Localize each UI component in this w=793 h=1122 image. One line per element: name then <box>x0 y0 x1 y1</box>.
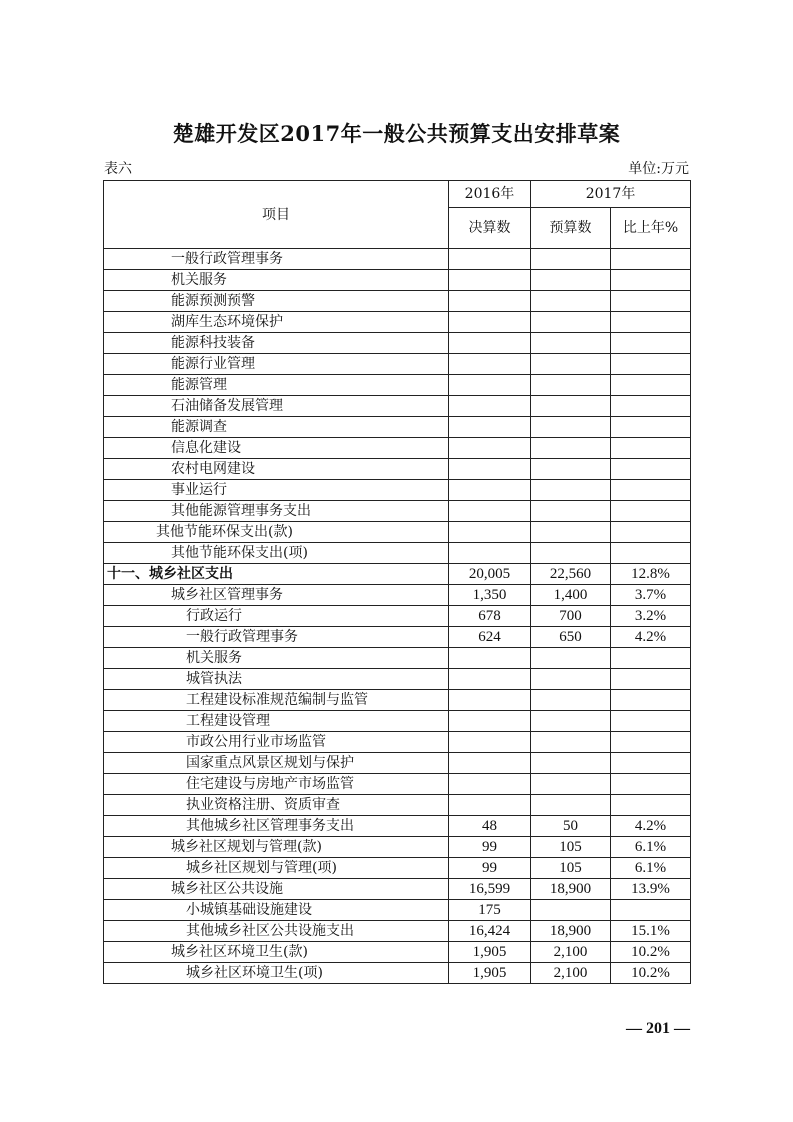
row-item-name: 执业资格注册、资质审查 <box>104 795 449 816</box>
row-item-name: 机关服务 <box>104 270 449 291</box>
row-value-2016-final: 624 <box>449 627 531 648</box>
row-value-2017-budget <box>531 522 611 543</box>
table-row <box>104 585 691 606</box>
table-row <box>104 627 691 648</box>
table-row <box>104 291 691 312</box>
row-value-2017-budget: 105 <box>531 837 611 858</box>
row-item-name: 能源行业管理 <box>104 354 449 375</box>
table-row <box>104 249 691 270</box>
row-value-2016-final <box>449 312 531 333</box>
row-value-2016-final: 99 <box>449 858 531 879</box>
row-value-change-pct: 4.2% <box>611 816 691 837</box>
row-item-name: 行政运行 <box>104 606 449 627</box>
row-value-2017-budget <box>531 459 611 480</box>
row-value-2016-final <box>449 270 531 291</box>
row-item-name: 能源科技装备 <box>104 333 449 354</box>
row-item-name: 城管执法 <box>104 669 449 690</box>
row-value-2017-budget <box>531 774 611 795</box>
table-row <box>104 900 691 921</box>
table-row <box>104 438 691 459</box>
row-value-change-pct <box>611 396 691 417</box>
table-number: 表六 <box>104 161 132 177</box>
row-value-change-pct <box>611 690 691 711</box>
row-value-2016-final: 99 <box>449 837 531 858</box>
row-value-change-pct <box>611 795 691 816</box>
row-value-2017-budget <box>531 732 611 753</box>
row-value-2016-final <box>449 501 531 522</box>
row-item-name: 农村电网建设 <box>104 459 449 480</box>
row-value-2017-budget <box>531 249 611 270</box>
row-item-name: 十一、城乡社区支出 <box>104 564 449 585</box>
row-value-2016-final <box>449 354 531 375</box>
row-value-change-pct <box>611 333 691 354</box>
row-value-2017-budget: 18,900 <box>531 921 611 942</box>
row-value-change-pct: 10.2% <box>611 942 691 963</box>
row-value-2017-budget <box>531 354 611 375</box>
row-item-name: 国家重点风景区规划与保护 <box>104 753 449 774</box>
row-value-2017-budget <box>531 669 611 690</box>
row-item-name: 一般行政管理事务 <box>104 249 449 270</box>
row-value-2017-budget <box>531 291 611 312</box>
row-value-change-pct <box>611 417 691 438</box>
row-value-change-pct: 15.1% <box>611 921 691 942</box>
row-value-change-pct: 13.9% <box>611 879 691 900</box>
table-row <box>104 270 691 291</box>
row-value-2016-final <box>449 438 531 459</box>
row-item-name: 事业运行 <box>104 480 449 501</box>
row-value-2017-budget <box>531 711 611 732</box>
row-value-2016-final <box>449 774 531 795</box>
row-item-name: 其他节能环保支出(项) <box>104 543 449 564</box>
row-value-2017-budget <box>531 333 611 354</box>
table-header <box>104 181 691 249</box>
table-row <box>104 501 691 522</box>
row-value-2017-budget <box>531 396 611 417</box>
row-value-2017-budget: 105 <box>531 858 611 879</box>
table-row <box>104 753 691 774</box>
row-value-2016-final <box>449 669 531 690</box>
row-value-change-pct <box>611 900 691 921</box>
row-value-change-pct <box>611 669 691 690</box>
row-value-change-pct <box>611 480 691 501</box>
header-2017: 2017年 <box>531 181 691 208</box>
row-value-2017-budget <box>531 480 611 501</box>
table-row <box>104 396 691 417</box>
row-value-change-pct <box>611 249 691 270</box>
table-row <box>104 543 691 564</box>
row-value-2016-final <box>449 648 531 669</box>
row-item-name: 机关服务 <box>104 648 449 669</box>
table-row <box>104 669 691 690</box>
row-item-name: 市政公用行业市场监管 <box>104 732 449 753</box>
row-value-change-pct <box>611 774 691 795</box>
table-row <box>104 921 691 942</box>
row-value-2017-budget: 50 <box>531 816 611 837</box>
page-number: — 201 — <box>626 1020 690 1037</box>
row-value-change-pct: 6.1% <box>611 858 691 879</box>
row-value-2016-final: 1,905 <box>449 942 531 963</box>
row-value-2016-final: 1,905 <box>449 963 531 984</box>
row-value-2016-final: 48 <box>449 816 531 837</box>
table-row <box>104 564 691 585</box>
row-value-change-pct <box>611 753 691 774</box>
table-row <box>104 816 691 837</box>
row-value-change-pct <box>611 291 691 312</box>
table-row <box>104 690 691 711</box>
row-value-change-pct <box>611 354 691 375</box>
table-row <box>104 375 691 396</box>
row-item-name: 工程建设管理 <box>104 711 449 732</box>
row-value-2016-final <box>449 543 531 564</box>
table-row <box>104 417 691 438</box>
row-item-name: 城乡社区环境卫生(款) <box>104 942 449 963</box>
row-value-change-pct <box>611 522 691 543</box>
row-item-name: 能源管理 <box>104 375 449 396</box>
row-item-name: 住宅建设与房地产市场监管 <box>104 774 449 795</box>
header-budget: 预算数 <box>531 208 611 249</box>
row-item-name: 城乡社区管理事务 <box>104 585 449 606</box>
table-row <box>104 459 691 480</box>
table-row <box>104 711 691 732</box>
table-row <box>104 732 691 753</box>
table-row <box>104 858 691 879</box>
row-value-change-pct <box>611 270 691 291</box>
row-value-change-pct <box>611 459 691 480</box>
row-value-2017-budget <box>531 753 611 774</box>
table-row <box>104 963 691 984</box>
row-value-change-pct <box>611 732 691 753</box>
header-2016: 2016年 <box>449 181 531 208</box>
row-item-name: 信息化建设 <box>104 438 449 459</box>
row-value-2017-budget: 2,100 <box>531 942 611 963</box>
table-row <box>104 879 691 900</box>
row-value-2016-final <box>449 795 531 816</box>
row-item-name: 小城镇基础设施建设 <box>104 900 449 921</box>
row-value-change-pct: 12.8% <box>611 564 691 585</box>
row-value-change-pct <box>611 375 691 396</box>
table-row <box>104 312 691 333</box>
table-row <box>104 774 691 795</box>
row-value-2017-budget: 650 <box>531 627 611 648</box>
row-value-2017-budget <box>531 690 611 711</box>
table-row <box>104 333 691 354</box>
row-value-change-pct <box>611 711 691 732</box>
row-value-2017-budget: 18,900 <box>531 879 611 900</box>
row-value-change-pct <box>611 438 691 459</box>
document-title: 楚雄开发区2017年一般公共预算支出安排草案 <box>172 121 621 146</box>
row-value-2017-budget <box>531 438 611 459</box>
row-value-change-pct: 3.7% <box>611 585 691 606</box>
row-item-name: 其他节能环保支出(款) <box>104 522 449 543</box>
row-value-change-pct: 10.2% <box>611 963 691 984</box>
table-row <box>104 480 691 501</box>
row-value-2016-final <box>449 417 531 438</box>
row-value-2017-budget <box>531 270 611 291</box>
row-item-name: 一般行政管理事务 <box>104 627 449 648</box>
table-row <box>104 837 691 858</box>
row-value-2016-final <box>449 690 531 711</box>
row-value-2016-final <box>449 480 531 501</box>
row-value-2016-final: 1,350 <box>449 585 531 606</box>
row-value-2016-final <box>449 732 531 753</box>
row-item-name: 城乡社区规划与管理(项) <box>104 858 449 879</box>
row-value-2017-budget: 1,400 <box>531 585 611 606</box>
table-row <box>104 606 691 627</box>
row-value-2016-final <box>449 396 531 417</box>
header-change: 比上年% <box>611 208 691 249</box>
row-value-change-pct <box>611 312 691 333</box>
table-row <box>104 648 691 669</box>
row-value-2017-budget <box>531 312 611 333</box>
row-item-name: 工程建设标准规范编制与监管 <box>104 690 449 711</box>
row-item-name: 其他能源管理事务支出 <box>104 501 449 522</box>
row-value-2016-final: 20,005 <box>449 564 531 585</box>
row-value-2017-budget <box>531 543 611 564</box>
row-value-2016-final: 175 <box>449 900 531 921</box>
unit-label: 单位:万元 <box>628 161 689 177</box>
header-final: 决算数 <box>449 208 531 249</box>
row-value-change-pct: 4.2% <box>611 627 691 648</box>
row-value-2016-final <box>449 375 531 396</box>
row-value-change-pct: 3.2% <box>611 606 691 627</box>
row-value-2016-final <box>449 522 531 543</box>
row-value-2017-budget: 22,560 <box>531 564 611 585</box>
row-item-name: 能源预测预警 <box>104 291 449 312</box>
row-value-2016-final: 16,424 <box>449 921 531 942</box>
row-value-2016-final: 16,599 <box>449 879 531 900</box>
row-item-name: 其他城乡社区公共设施支出 <box>104 921 449 942</box>
row-value-2016-final <box>449 291 531 312</box>
row-item-name: 其他城乡社区管理事务支出 <box>104 816 449 837</box>
row-item-name: 湖库生态环境保护 <box>104 312 449 333</box>
row-item-name: 城乡社区环境卫生(项) <box>104 963 449 984</box>
table-row <box>104 942 691 963</box>
row-value-change-pct <box>611 501 691 522</box>
row-value-2017-budget <box>531 417 611 438</box>
table-row <box>104 354 691 375</box>
row-value-2017-budget <box>531 501 611 522</box>
row-value-2016-final: 678 <box>449 606 531 627</box>
row-value-2016-final <box>449 249 531 270</box>
row-value-2016-final <box>449 711 531 732</box>
row-value-change-pct: 6.1% <box>611 837 691 858</box>
table-body <box>104 249 691 984</box>
row-value-change-pct <box>611 648 691 669</box>
row-value-2016-final <box>449 459 531 480</box>
row-value-2016-final <box>449 753 531 774</box>
row-value-2017-budget <box>531 375 611 396</box>
budget-table <box>103 180 691 984</box>
row-value-2017-budget: 2,100 <box>531 963 611 984</box>
row-item-name: 能源调查 <box>104 417 449 438</box>
row-value-2017-budget <box>531 648 611 669</box>
row-item-name: 城乡社区公共设施 <box>104 879 449 900</box>
header-item: 项目 <box>104 181 449 249</box>
table-row <box>104 522 691 543</box>
row-value-change-pct <box>611 543 691 564</box>
row-value-2017-budget: 700 <box>531 606 611 627</box>
row-value-2017-budget <box>531 900 611 921</box>
row-value-2016-final <box>449 333 531 354</box>
table-row <box>104 795 691 816</box>
row-item-name: 城乡社区规划与管理(款) <box>104 837 449 858</box>
row-value-2017-budget <box>531 795 611 816</box>
row-item-name: 石油储备发展管理 <box>104 396 449 417</box>
